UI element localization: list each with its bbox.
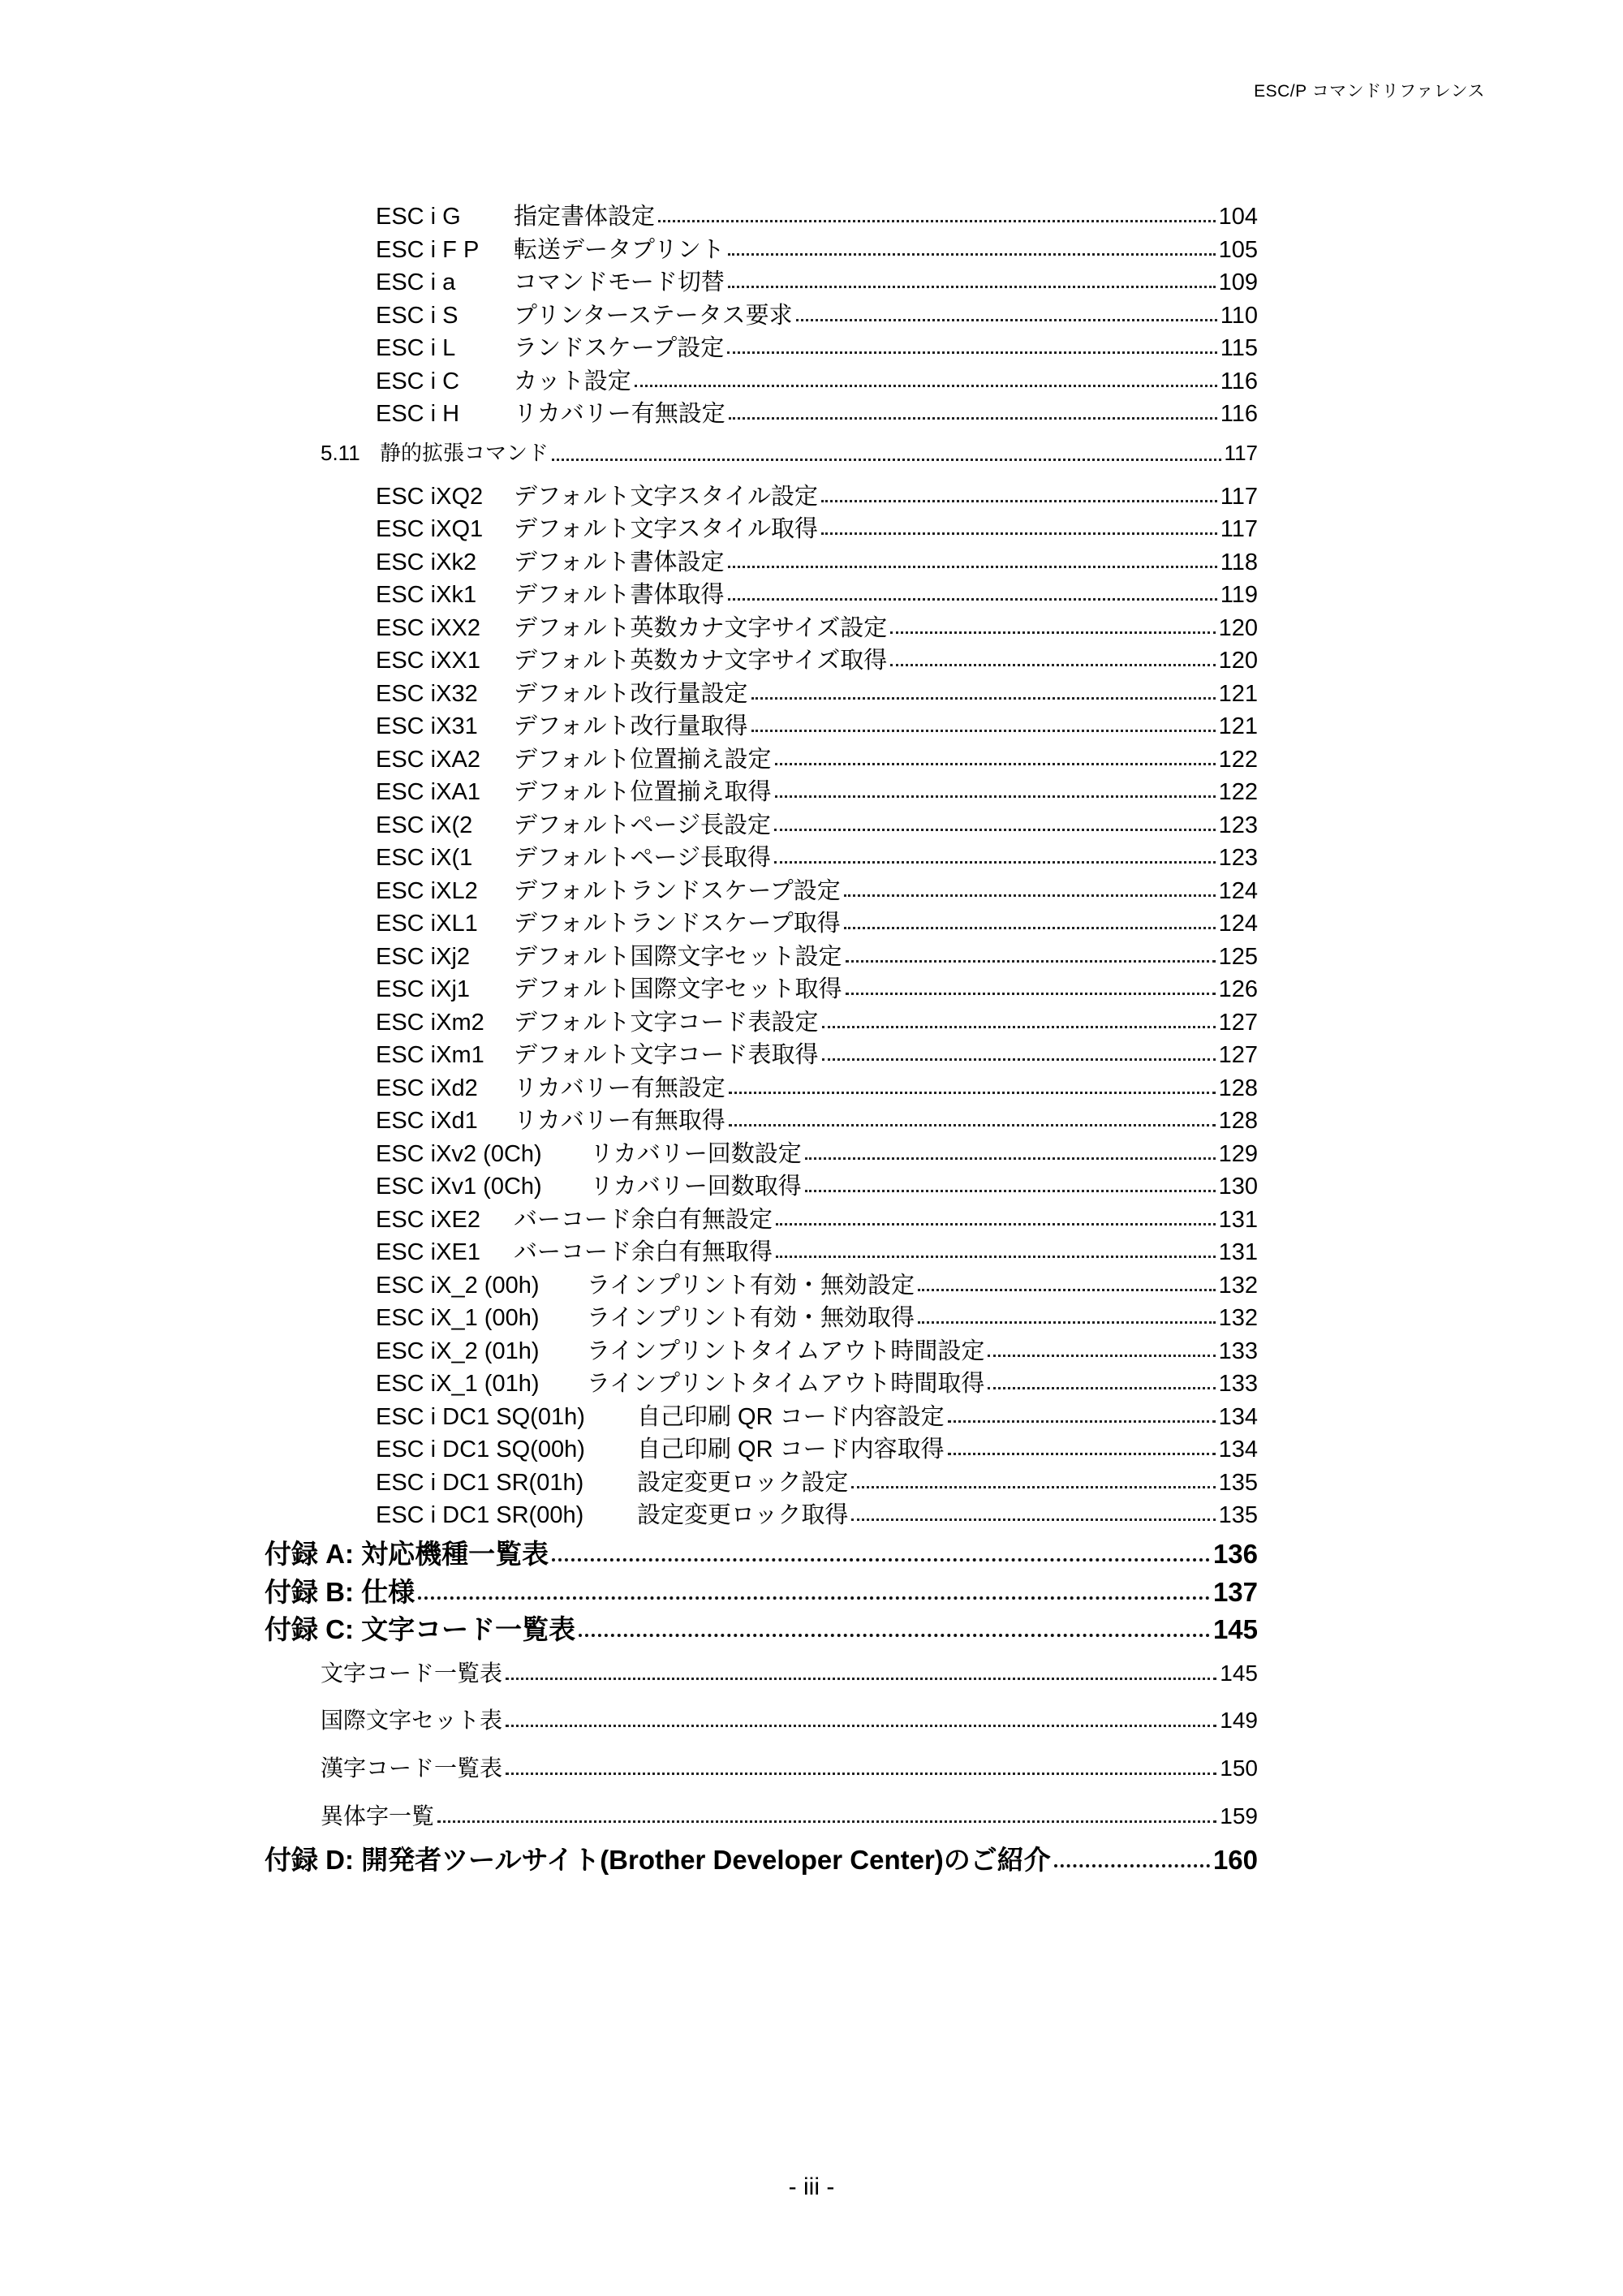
command-code: ESC iXd2 — [376, 1075, 478, 1101]
dot-leader — [728, 566, 1217, 568]
command-code: ESC iX(2 — [376, 812, 473, 838]
toc-appendix-b[interactable] — [265, 1571, 1258, 1609]
page-number: 132 — [1218, 1305, 1258, 1331]
toc-section-5-11[interactable] — [321, 437, 1258, 469]
entry-title: 指定書体設定 — [514, 204, 656, 230]
toc-entry[interactable] — [321, 1656, 1258, 1688]
dot-leader — [729, 1124, 1216, 1126]
toc-entry[interactable] — [376, 478, 1258, 510]
entry-title: 異体字一覧 — [321, 1803, 435, 1829]
dot-leader — [506, 1678, 1216, 1680]
dot-leader — [579, 1634, 1210, 1637]
entry-title: デフォルトランドスケープ取得 — [514, 911, 841, 937]
appendix-title: 付録 C: 文字コード一覧表 — [265, 1614, 576, 1644]
toc-entry[interactable] — [321, 1751, 1258, 1783]
appendix-title: 付録 B: 仕様 — [265, 1577, 415, 1607]
command-code: ESC iX32 — [376, 681, 478, 707]
dot-leader — [418, 1596, 1210, 1600]
toc-entry[interactable] — [376, 1333, 1258, 1365]
appendix-title: 付録 D: 開発者ツールサイト(Brother Developer Center)のご紹介 — [265, 1845, 1051, 1875]
command-code: ESC i DC1 SQ(01h) — [376, 1404, 585, 1430]
page-number: 127 — [1218, 1042, 1258, 1068]
command-code: ESC i a — [376, 269, 456, 295]
command-code: ESC i H — [376, 401, 460, 427]
toc-entry[interactable] — [376, 773, 1258, 806]
dot-leader — [805, 1157, 1216, 1160]
entry-title: リカバリー有無設定 — [514, 401, 725, 427]
entry-title: デフォルト位置揃え取得 — [514, 779, 772, 805]
dot-leader — [437, 1820, 1216, 1823]
command-code: ESC iX(1 — [376, 845, 473, 871]
toc-entry[interactable] — [376, 741, 1258, 773]
entry-title: バーコード余白有無取得 — [514, 1239, 773, 1265]
page-number: 133 — [1218, 1338, 1258, 1364]
page-number: 123 — [1218, 845, 1258, 871]
dot-leader — [728, 598, 1217, 601]
dot-leader — [775, 763, 1216, 765]
dot-leader — [796, 319, 1217, 321]
dot-leader — [776, 1256, 1216, 1258]
command-code: ESC iXA1 — [376, 779, 480, 805]
page-number: 109 — [1218, 269, 1258, 295]
command-code: ESC i L — [376, 335, 456, 361]
entry-title: デフォルト書体取得 — [514, 582, 725, 608]
entry-title: ランドスケープ設定 — [514, 335, 725, 361]
command-code: ESC iXj2 — [376, 944, 471, 970]
page-number: 131 — [1218, 1239, 1258, 1265]
entry-title: ラインプリント有効・無効設定 — [587, 1273, 915, 1299]
page-number: 145 — [1220, 1661, 1258, 1686]
toc-entry[interactable] — [376, 264, 1258, 296]
entry-title: 国際文字セット表 — [321, 1708, 503, 1733]
entry-title: ラインプリント有効・無効取得 — [587, 1305, 915, 1331]
page-number: 119 — [1220, 582, 1258, 608]
dot-leader — [751, 730, 1216, 732]
command-code: ESC iXL2 — [376, 878, 478, 904]
entry-title: デフォルト改行量取得 — [514, 713, 748, 739]
entry-title: リカバリー回数取得 — [590, 1174, 802, 1200]
toc-entry[interactable] — [376, 807, 1258, 839]
entry-title: デフォルト位置揃え設定 — [514, 747, 772, 773]
page-footer-number: - iii - — [788, 2173, 835, 2200]
entry-title: カット設定 — [514, 368, 631, 394]
appendix-title: 付録 A: 対応機種一覧表 — [265, 1539, 549, 1569]
dot-leader — [844, 894, 1216, 897]
entry-title: リカバリー回数設定 — [590, 1141, 802, 1167]
dot-leader — [846, 993, 1216, 995]
command-code: ESC iX_2 (00h) — [376, 1273, 540, 1299]
section-number: 5.11 — [321, 441, 360, 465]
toc-entry[interactable] — [376, 1168, 1258, 1200]
command-code: ESC iXd1 — [376, 1108, 478, 1134]
page-number: 123 — [1218, 812, 1258, 838]
entry-title: 設定変更ロック設定 — [637, 1470, 849, 1496]
page-number: 122 — [1218, 747, 1258, 773]
dot-leader — [775, 795, 1216, 798]
dot-leader — [851, 1518, 1215, 1521]
page-number: 134 — [1218, 1404, 1258, 1430]
dot-leader — [822, 1058, 1216, 1061]
dot-leader — [844, 927, 1216, 929]
toc-appendix-c[interactable] — [265, 1609, 1258, 1646]
command-code: ESC i F P — [376, 237, 480, 263]
toc-entry[interactable] — [321, 1703, 1258, 1735]
page-number: 131 — [1218, 1207, 1258, 1233]
command-code: ESC iXm1 — [376, 1042, 484, 1068]
entry-title: デフォルト文字スタイル設定 — [514, 484, 818, 510]
command-code: ESC iX_2 (01h) — [376, 1338, 540, 1364]
command-code: ESC i S — [376, 303, 458, 329]
page-number: 118 — [1220, 549, 1258, 575]
entry-title: デフォルト英数カナ文字サイズ取得 — [514, 648, 888, 674]
command-code: ESC i DC1 SR(00h) — [376, 1502, 584, 1528]
dot-leader — [890, 664, 1215, 666]
dot-leader — [988, 1355, 1215, 1357]
command-code: ESC iXk2 — [376, 549, 477, 575]
command-code: ESC iXL1 — [376, 911, 478, 937]
toc-entry[interactable] — [376, 938, 1258, 971]
dot-leader — [729, 1092, 1216, 1094]
toc-entry[interactable] — [376, 1070, 1258, 1102]
command-code: ESC iXv2 (0Ch) — [376, 1141, 542, 1167]
page-number: 149 — [1220, 1708, 1258, 1733]
toc-entry[interactable] — [376, 297, 1258, 330]
toc-entry[interactable] — [376, 675, 1258, 708]
command-code: ESC iXA2 — [376, 747, 480, 773]
toc-entry[interactable] — [376, 971, 1258, 1003]
toc-entry[interactable] — [376, 330, 1258, 362]
toc-entry[interactable] — [376, 198, 1258, 230]
page-number: 135 — [1218, 1470, 1258, 1496]
page-number: 116 — [1220, 401, 1258, 427]
toc-entry[interactable] — [376, 1036, 1258, 1069]
dot-leader — [506, 1773, 1216, 1775]
dot-leader — [727, 351, 1217, 354]
dot-leader — [728, 253, 1216, 256]
toc-entry[interactable] — [376, 839, 1258, 872]
toc-appendix-a[interactable] — [265, 1533, 1258, 1570]
entry-title: リカバリー有無設定 — [514, 1075, 725, 1101]
entry-title: デフォルト国際文字セット設定 — [514, 944, 842, 970]
page-number: 105 — [1218, 237, 1258, 263]
toc-entry[interactable] — [376, 1267, 1258, 1299]
entry-title: デフォルトページ長取得 — [514, 845, 771, 871]
entry-title: デフォルトページ長設定 — [514, 812, 771, 838]
command-code: ESC iXQ2 — [376, 484, 484, 510]
page-number: 134 — [1218, 1437, 1258, 1462]
page-number: 132 — [1218, 1273, 1258, 1299]
toc-appendix-d[interactable] — [265, 1839, 1258, 1876]
page-number: 117 — [1220, 484, 1258, 510]
command-code: ESC i G — [376, 204, 461, 230]
toc-entry[interactable] — [376, 395, 1258, 428]
command-code: ESC i C — [376, 368, 460, 394]
page-number: 125 — [1218, 944, 1258, 970]
command-code: ESC i DC1 SR(01h) — [376, 1470, 584, 1496]
page-number: 130 — [1218, 1174, 1258, 1200]
entry-title: デフォルト文字コード表取得 — [514, 1042, 819, 1068]
dot-leader — [948, 1420, 1216, 1423]
page-number: 104 — [1218, 204, 1258, 230]
entry-title: デフォルト書体設定 — [514, 549, 725, 575]
page-number: 116 — [1220, 368, 1258, 394]
page-number: 117 — [1220, 516, 1258, 542]
toc-entry[interactable] — [376, 905, 1258, 937]
dot-leader — [821, 532, 1217, 535]
toc-entry[interactable] — [376, 610, 1258, 642]
toc-entry[interactable] — [376, 544, 1258, 576]
entry-title: ラインプリントタイムアウト時間取得 — [587, 1371, 985, 1397]
dot-leader — [776, 1223, 1216, 1226]
entry-title: デフォルトランドスケープ設定 — [514, 878, 841, 904]
command-code: ESC iXX2 — [376, 615, 480, 641]
command-code: ESC iXE2 — [376, 1207, 480, 1233]
entry-title: 設定変更ロック取得 — [637, 1502, 849, 1528]
entry-title: 自己印刷 QR コード内容取得 — [637, 1437, 945, 1462]
entry-title: リカバリー有無取得 — [514, 1108, 725, 1134]
toc-entry[interactable] — [376, 1431, 1258, 1463]
toc-entry[interactable] — [376, 1201, 1258, 1234]
entry-title: デフォルト英数カナ文字サイズ設定 — [514, 615, 888, 641]
toc-entry[interactable] — [376, 1299, 1258, 1332]
page-number: 120 — [1218, 648, 1258, 674]
entry-title: 転送データプリント — [514, 237, 725, 263]
dot-leader — [851, 1486, 1215, 1488]
dot-leader — [948, 1453, 1216, 1455]
page-number: 129 — [1218, 1141, 1258, 1167]
page-number: 121 — [1218, 713, 1258, 739]
entry-title: デフォルト改行量設定 — [514, 681, 748, 707]
command-code: ESC iX_1 (00h) — [376, 1305, 540, 1331]
toc-entry[interactable] — [376, 872, 1258, 905]
dot-leader — [729, 417, 1217, 420]
page-number: 136 — [1212, 1539, 1258, 1569]
section-title: 静的拡張コマンド — [380, 441, 549, 465]
entry-title: コマンドモード切替 — [514, 269, 725, 295]
running-header: ESC/P コマンドリファレンス — [1254, 82, 1485, 101]
entry-title: プリンターステータス要求 — [514, 303, 793, 329]
page-number: 120 — [1218, 615, 1258, 641]
dot-leader — [918, 1289, 1216, 1291]
page-number: 124 — [1218, 878, 1258, 904]
page-number: 137 — [1212, 1577, 1258, 1607]
toc-entry[interactable] — [376, 1365, 1258, 1398]
dot-leader — [774, 861, 1216, 864]
page-number: 128 — [1218, 1075, 1258, 1101]
dot-leader — [821, 500, 1217, 502]
dot-leader — [658, 220, 1216, 222]
dot-leader — [988, 1387, 1215, 1389]
toc-entry[interactable] — [376, 1464, 1258, 1497]
dot-leader — [805, 1190, 1216, 1192]
toc-entry[interactable] — [376, 642, 1258, 674]
page-number: 145 — [1212, 1614, 1258, 1644]
command-code: ESC iXj1 — [376, 976, 471, 1002]
toc-entry[interactable] — [376, 576, 1258, 609]
entry-title: 漢字コード一覧表 — [321, 1755, 503, 1781]
command-code: ESC iX31 — [376, 713, 478, 739]
toc-entry[interactable] — [376, 1234, 1258, 1266]
toc-entry[interactable] — [376, 1398, 1258, 1431]
dot-leader — [918, 1321, 1216, 1324]
page-number: 122 — [1218, 779, 1258, 805]
command-code: ESC i DC1 SQ(00h) — [376, 1437, 585, 1462]
entry-title: バーコード余白有無設定 — [514, 1207, 773, 1233]
command-code: ESC iX_1 (01h) — [376, 1371, 540, 1397]
command-code: ESC iXm2 — [376, 1010, 484, 1036]
dot-leader — [774, 829, 1216, 831]
page-number: 159 — [1220, 1803, 1258, 1829]
toc-entry[interactable] — [376, 363, 1258, 395]
page-number: 126 — [1218, 976, 1258, 1002]
dot-leader — [846, 960, 1216, 963]
page-number: 121 — [1218, 681, 1258, 707]
entry-title: デフォルト文字スタイル取得 — [514, 516, 818, 542]
toc-entry[interactable] — [321, 1798, 1258, 1831]
page-number: 133 — [1218, 1371, 1258, 1397]
entry-title: ラインプリントタイムアウト時間設定 — [587, 1338, 985, 1364]
entry-title: デフォルト国際文字セット取得 — [514, 976, 842, 1002]
dot-leader — [506, 1725, 1216, 1727]
page-number: 135 — [1218, 1502, 1258, 1528]
dot-leader — [728, 286, 1216, 288]
toc-entry[interactable] — [376, 1497, 1258, 1529]
dot-leader — [751, 697, 1216, 700]
dot-leader — [1054, 1864, 1210, 1867]
command-code: ESC iXv1 (0Ch) — [376, 1174, 542, 1200]
toc-entry[interactable] — [376, 231, 1258, 264]
dot-leader — [822, 1026, 1216, 1028]
page-number: 115 — [1220, 335, 1258, 361]
page-number: 110 — [1220, 303, 1258, 329]
page-number: 117 — [1224, 441, 1258, 465]
page-number: 128 — [1218, 1108, 1258, 1134]
toc-entry[interactable] — [376, 1135, 1258, 1168]
dot-leader — [890, 631, 1215, 634]
command-code: ESC iXk1 — [376, 582, 477, 608]
toc-entry[interactable] — [376, 1102, 1258, 1135]
command-code: ESC iXQ1 — [376, 516, 484, 542]
dot-leader — [635, 385, 1217, 387]
dot-leader — [552, 459, 1221, 461]
page-number: 150 — [1220, 1755, 1258, 1781]
page-number: 124 — [1218, 911, 1258, 937]
command-code: ESC iXE1 — [376, 1239, 480, 1265]
page-number: 160 — [1212, 1845, 1258, 1875]
toc-entry[interactable] — [376, 708, 1258, 740]
page-number: 127 — [1218, 1010, 1258, 1036]
entry-title: 自己印刷 QR コード内容設定 — [637, 1404, 945, 1430]
entry-title: デフォルト文字コード表設定 — [514, 1010, 819, 1036]
command-code: ESC iXX1 — [376, 648, 480, 674]
dot-leader — [552, 1558, 1210, 1562]
toc-entry[interactable] — [376, 510, 1258, 543]
entry-title: 文字コード一覧表 — [321, 1661, 503, 1686]
toc-entry[interactable] — [376, 1004, 1258, 1036]
